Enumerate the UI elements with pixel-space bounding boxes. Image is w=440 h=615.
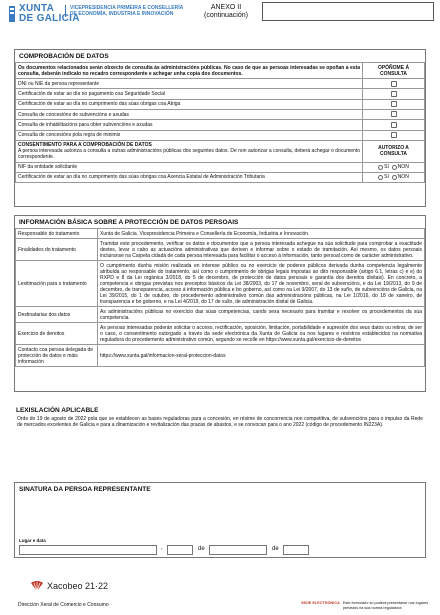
table-row xyxy=(16,109,425,119)
direccion-xeral: Dirección Xeral de Comercio e Consumo xyxy=(18,602,109,608)
table-row xyxy=(16,89,425,99)
table-row xyxy=(16,345,425,367)
prot-text: Tramitar este procedemento, verificar os datos e documentos que a persoa interesada achegue na súa solicitude para comprobar a exactitude destes, levar a cabo as actuacións administrativas que deriven e informar sobre o estado de tramitación. Así mesmo, os datos persoais incluiranse na Carpeta cidadá de cada persoa interesada para facilitar o acceso á información, tanto persoal como de carácter administrativo. xyxy=(98,239,425,261)
table-row xyxy=(16,172,425,182)
oppose-checkbox[interactable] xyxy=(391,111,397,117)
prot-label: Finalidades do tratamento xyxy=(16,239,98,261)
yes-label: SI xyxy=(384,174,389,181)
yes-radio[interactable] xyxy=(378,175,383,180)
anexo-heading xyxy=(196,4,256,20)
oppose-checkbox[interactable] xyxy=(391,91,397,97)
yes-radio[interactable] xyxy=(378,165,383,170)
xacobeo-logo xyxy=(30,580,108,592)
table-row xyxy=(16,261,425,307)
comprobacion-section xyxy=(14,49,426,207)
comma-label: , xyxy=(161,545,163,551)
header-blank-box xyxy=(262,2,434,21)
de-label: de xyxy=(272,546,279,552)
prot-label: Lexitimación para o tratamento xyxy=(16,261,98,307)
place-date-label: Lugar e data xyxy=(19,538,46,543)
doc-label: DNI ou NIE da persoa representante xyxy=(16,79,363,89)
doc-label: Certificación de estar ao día no cumprimento das súas obrigas coa Atriga xyxy=(16,99,363,109)
table-row xyxy=(16,323,425,345)
table-row xyxy=(16,229,425,239)
sinatura-section xyxy=(14,482,426,558)
xacobeo-text: Xacobeo 21·22 xyxy=(47,581,109,591)
sede-label: SEDE ELECTRÓNICA xyxy=(301,601,340,605)
consent-title: CONSENTIMENTO PARA A COMPROBACIÓN DE DATOS xyxy=(18,142,152,149)
prot-text: Xunta de Galicia. Vicepresidencia Primeira e Consellería de Economía, Industria e Innovación. xyxy=(98,229,425,239)
table-row xyxy=(16,130,425,140)
xunta-text: XUNTA xyxy=(19,3,55,14)
consent-text: A persoa interesada autoriza a consulta a outras administracións públicas dos seguintes datos. De non autorizar a consulta, deberá achegar o documento correspondente. xyxy=(18,148,360,161)
anexo-title: ANEXO II xyxy=(210,4,242,11)
table-row xyxy=(16,79,425,89)
lexislacion-section xyxy=(14,404,426,452)
proteccion-title: INFORMACIÓN BÁSICA SOBRE A PROTECCIÓN DE DATOS PERSOAIS xyxy=(19,219,239,226)
sede-info xyxy=(301,601,436,610)
comprobacion-table xyxy=(15,62,425,183)
table-row xyxy=(16,307,425,323)
oppose-checkbox[interactable] xyxy=(391,132,397,138)
prot-text: O cumprimento dunha misión realizada en interese público ou no exercicio de poderes públicos derivada dunha competencia legalmente atribuída ao responsable do tratamento, así como o cumprimento de obrigas legais impostas ao dito responsable (artigo 6.1, letras c) e e) do RXPD e 8 da Lei orgánica 3/2018, do 5 de decembro, de protección de datos persoais e garantía dos dereitos dixitais). En concreto, a competencia e obrigas previstas nos preceptos básicos da Lei 38/2003, do 17 de novembro, xeral de subvencións, e da Lei 19/2013, do 9 de decembro, de transparencia, acceso á información pública e bo goberno, así como na Lei 9/2007, do 13 de xuño, de subvencións de Galicia, na Lei 39/2015, do 1 de outubro, do procedemento administrativo común das administracións públicas, na Lei 1/2016, do 18 de xaneiro, de transparencia e bo goberno, e na Lei 4/2019, do 17 de xullo, de administración dixital de Galicia. xyxy=(98,261,425,307)
oppose-checkbox[interactable] xyxy=(391,81,397,87)
prot-label: Exercicio de dereitos xyxy=(16,323,98,345)
prot-text: As administracións públicas no exercicio das súas competencias, cando sexa necesario para tramitar e resolver os procedementos da súa competencia. xyxy=(98,307,425,323)
doc-label: Consulta de concesións pola regra de minimis xyxy=(16,130,363,140)
oppose-checkbox[interactable] xyxy=(391,122,397,128)
authorize-header: AUTORIZO A CONSULTA xyxy=(363,140,425,162)
no-label: NON xyxy=(397,174,409,181)
table-row xyxy=(16,162,425,172)
proteccion-table xyxy=(15,228,425,367)
day-field[interactable] xyxy=(167,545,193,555)
sinatura-title: SINATURA DA PERSOA REPRESENTANTE xyxy=(19,486,151,493)
no-label: NON xyxy=(397,164,409,171)
anexo-subtitle: (continuación) xyxy=(204,12,248,19)
galicia-text: DE GALICIA xyxy=(19,13,80,24)
lexislacion-text: Orde do 19 de agosto de 2022 pola que se establecen as bases reguladoras para a concesión, en réxime de concorrencia non competitiva, de subvencións para o impulso da Rede de mercados excelentes de Galicia e para a dinamización e revitalización das prazas de abastos, e se convocan para o ano 2022 (código de procedemento IN223A). xyxy=(17,416,423,429)
prot-label: Responsable do tratamento xyxy=(16,229,98,239)
no-radio[interactable] xyxy=(392,165,397,170)
oppose-checkbox[interactable] xyxy=(391,101,397,107)
conselleria-name: VICEPRESIDENCIA PRIMEIRA E CONSELLERÍA DE ECONOMÍA, INDUSTRIA E INNOVACIÓN xyxy=(65,5,190,17)
prot-text: As persoas interesadas poderán solicitar o acceso, rectificación, oposición, limitación, portabilidade e supresión dos seus datos ou retirar, de ser o caso, o consentimento outorgado a través da sede electrónica da Xunta de Galicia ou nos lugares e rexistros establecidos na normativa reguladora do procedemento administrativo común, segundo se recolle en https://www.xunta.gal/exercicio-de-dereitos xyxy=(98,323,425,345)
oponse-header: OPÓÑOME Á CONSULTA xyxy=(363,63,425,79)
no-radio[interactable] xyxy=(392,175,397,180)
consent-cell xyxy=(16,140,363,162)
table-row xyxy=(16,140,425,162)
month-field[interactable] xyxy=(209,545,267,555)
xunta-emblem-icon xyxy=(8,5,16,23)
table-row xyxy=(16,120,425,130)
comprobacion-intro: Os documentos relacionados serán obxecto de consulta ás administracións públicas. No caso de que as persoas interesadas se opoñan a esta consulta, deberán indicalo no recadro correspondente e achegar unha copia dos documentos. xyxy=(16,63,363,79)
comprobacion-title: COMPROBACIÓN DE DATOS xyxy=(19,53,109,60)
place-field[interactable] xyxy=(19,545,157,555)
prot-label: Contacto coa persoa delegada de protección de datos e máis información xyxy=(16,345,98,367)
consent-doc-label: Certificación de estar ao día no cumprimento das súas obrigas coa Axencia Estatal de Administración Tributaria xyxy=(16,172,363,182)
year-field[interactable] xyxy=(283,545,309,555)
doc-label: Certificación de estar ao día no pagamento coa Seguridade Social xyxy=(16,89,363,99)
proteccion-section xyxy=(14,215,426,392)
prot-label: Destinatarias dos datos xyxy=(16,307,98,323)
consent-doc-label: NIF da entidade solicitante xyxy=(16,162,363,172)
lexislacion-title: LEXISLACIÓN APLICABLE xyxy=(16,407,99,414)
table-row xyxy=(16,99,425,109)
xacobeo-shell-icon xyxy=(30,580,44,592)
de-label: de xyxy=(198,546,205,552)
sede-text: Este formulario só poderá presentarse nos lugares previstos na súa norma reguladora xyxy=(342,601,429,610)
table-row xyxy=(16,239,425,261)
doc-label: Consulta de concesións de subvencións e axudas xyxy=(16,109,363,119)
prot-link[interactable]: https://www.xunta.gal/informacion-xeral-proteccion-datos xyxy=(98,345,425,367)
table-row xyxy=(16,63,425,79)
yes-label: SI xyxy=(384,164,389,171)
doc-label: Consulta de inhabilitacións para obter subvencións e axudas xyxy=(16,120,363,130)
